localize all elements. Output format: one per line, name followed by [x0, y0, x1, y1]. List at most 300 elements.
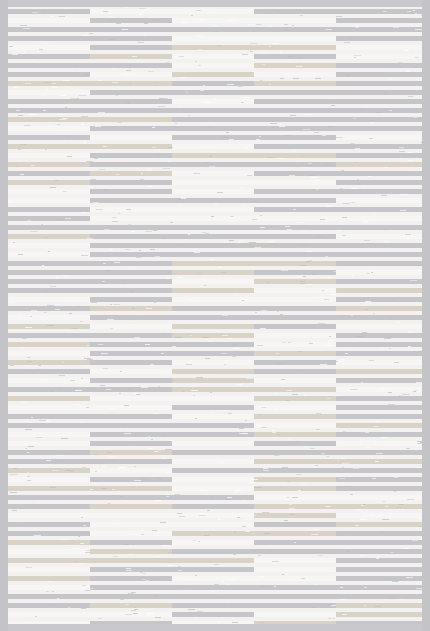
texture-fleck	[19, 313, 23, 314]
texture-fleck	[368, 176, 372, 177]
stripe-row	[8, 243, 422, 248]
stripe-segment	[90, 576, 172, 581]
stripe-row	[8, 198, 422, 203]
stripe-segment	[254, 261, 336, 266]
stripe-segment	[8, 54, 90, 59]
stripe-segment	[90, 225, 172, 230]
stripe-segment	[8, 360, 90, 365]
texture-fleck	[369, 122, 374, 123]
stripe-segment	[336, 288, 422, 293]
stripe-segment	[8, 99, 90, 104]
stripe-segment	[90, 9, 172, 14]
stripe-segment	[254, 351, 336, 356]
stripe-segment	[336, 36, 422, 41]
stripe-segment	[90, 45, 172, 50]
stripe-segment	[90, 72, 172, 77]
stripe-segment	[90, 306, 172, 311]
texture-fleck	[272, 43, 279, 44]
stripe-segment	[254, 135, 336, 140]
stripe-segment	[336, 99, 422, 104]
texture-fleck	[238, 86, 243, 87]
texture-fleck	[327, 277, 330, 278]
stripe-segment	[90, 621, 172, 624]
stripe-segment	[8, 477, 90, 482]
stripe-segment	[172, 612, 254, 617]
stripe-segment	[8, 450, 90, 455]
texture-fleck	[394, 491, 396, 492]
stripe-segment	[336, 378, 422, 383]
stripe-segment	[90, 126, 172, 131]
stripe-segment	[254, 324, 336, 329]
stripe-segment	[8, 9, 90, 14]
texture-fleck	[106, 16, 112, 17]
texture-fleck	[84, 142, 86, 143]
texture-fleck	[375, 475, 377, 476]
stripe-segment	[254, 342, 336, 347]
stripe-segment	[8, 504, 90, 509]
stripe-segment	[90, 117, 172, 122]
stripe-segment	[8, 216, 90, 221]
stripe-segment	[336, 90, 422, 95]
texture-fleck	[116, 23, 121, 24]
texture-fleck	[302, 167, 308, 168]
stripe-segment	[172, 360, 254, 365]
texture-fleck	[248, 24, 255, 25]
texture-fleck	[329, 574, 331, 575]
stripe-segment	[8, 108, 90, 113]
stripe-segment	[254, 414, 336, 419]
stripe-segment	[336, 342, 422, 347]
texture-fleck	[268, 241, 275, 242]
stripe-segment	[336, 261, 422, 266]
texture-fleck	[57, 124, 60, 125]
texture-fleck	[131, 592, 136, 593]
stripe-row	[8, 594, 422, 599]
stripe-segment	[336, 486, 422, 491]
stripe-row	[8, 378, 422, 383]
texture-fleck	[81, 608, 86, 609]
stripe-segment	[336, 108, 422, 113]
texture-fleck	[339, 599, 346, 600]
stripe-segment	[254, 612, 336, 617]
texture-fleck	[241, 205, 245, 206]
texture-fleck	[355, 509, 361, 510]
texture-fleck	[292, 25, 294, 26]
stripe-segment	[90, 459, 172, 464]
stripe-segment	[254, 63, 336, 68]
stripe-segment	[254, 621, 336, 624]
stripe-segment	[336, 162, 422, 167]
texture-fleck	[36, 437, 43, 438]
stripe-segment	[172, 36, 254, 41]
texture-fleck	[261, 52, 267, 53]
stripe-segment	[172, 243, 254, 248]
stripe-segment	[172, 225, 254, 230]
stripe-segment	[8, 459, 90, 464]
stripe-segment	[336, 540, 422, 545]
stripe-row	[8, 558, 422, 563]
texture-fleck	[210, 392, 212, 393]
texture-fleck	[304, 446, 310, 447]
stripe-segment	[90, 63, 172, 68]
stripe-segment	[172, 504, 254, 509]
stripe-segment	[90, 216, 172, 221]
stripe-segment	[8, 189, 90, 194]
stripe-segment	[336, 270, 422, 275]
stripe-segment	[8, 144, 90, 149]
texture-fleck	[235, 492, 237, 493]
texture-fleck	[134, 466, 136, 467]
stripe-row	[8, 252, 422, 257]
stripe-segment	[172, 279, 254, 284]
stripe-segment	[254, 225, 336, 230]
stripe-row	[8, 333, 422, 338]
stripe-segment	[336, 423, 422, 428]
stripe-row	[8, 27, 422, 32]
stripe-segment	[254, 540, 336, 545]
stripe-segment	[336, 9, 422, 14]
texture-fleck	[274, 455, 279, 456]
stripe-segment	[172, 495, 254, 500]
stripe-segment	[8, 36, 90, 41]
stripe-segment	[172, 450, 254, 455]
stripe-segment	[254, 288, 336, 293]
stripe-segment	[8, 342, 90, 347]
stripe-row	[8, 54, 422, 59]
stripe-segment	[336, 63, 422, 68]
texture-fleck	[42, 43, 49, 44]
stripe-row	[8, 162, 422, 167]
rug-border-right	[422, 0, 430, 631]
texture-fleck	[82, 212, 87, 213]
texture-fleck	[20, 402, 27, 403]
texture-fleck	[50, 286, 56, 287]
texture-fleck	[233, 348, 240, 349]
stripe-segment	[8, 621, 90, 624]
texture-fleck	[188, 609, 195, 610]
texture-fleck	[139, 14, 142, 15]
texture-fleck	[100, 385, 105, 386]
texture-fleck	[80, 563, 84, 564]
texture-fleck	[308, 284, 312, 285]
stripe-segment	[254, 306, 336, 311]
stripe-segment	[8, 63, 90, 68]
texture-fleck	[194, 617, 196, 618]
stripe-segment	[254, 531, 336, 536]
texture-fleck	[14, 87, 17, 88]
stripe-segment	[254, 216, 336, 221]
stripe-segment	[90, 99, 172, 104]
texture-fleck	[191, 15, 193, 16]
stripe-segment	[8, 468, 90, 473]
stripe-segment	[172, 315, 254, 320]
stripe-segment	[254, 243, 336, 248]
stripe-segment	[254, 477, 336, 482]
stripe-segment	[336, 72, 422, 77]
texture-fleck	[385, 167, 388, 168]
texture-fleck	[360, 519, 367, 520]
stripe-row	[8, 360, 422, 365]
texture-fleck	[229, 240, 234, 241]
stripe-row	[8, 18, 422, 23]
stripe-row	[8, 189, 422, 194]
stripe-segment	[172, 9, 254, 14]
texture-fleck	[162, 545, 169, 546]
stripe-row	[8, 477, 422, 482]
stripe-segment	[8, 171, 90, 176]
texture-fleck	[57, 114, 63, 115]
stripe-segment	[172, 333, 254, 338]
stripe-segment	[172, 297, 254, 302]
texture-fleck	[113, 556, 118, 557]
stripe-segment	[172, 459, 254, 464]
stripe-segment	[172, 522, 254, 527]
stripe-segment	[254, 90, 336, 95]
texture-fleck	[101, 466, 106, 467]
stripe-segment	[8, 333, 90, 338]
texture-fleck	[12, 510, 17, 511]
texture-fleck	[392, 581, 398, 582]
texture-fleck	[211, 591, 213, 592]
texture-fleck	[275, 393, 278, 394]
stripe-segment	[8, 378, 90, 383]
texture-fleck	[64, 276, 69, 277]
texture-fleck	[331, 105, 335, 106]
texture-fleck	[212, 412, 214, 413]
stripe-segment	[336, 126, 422, 131]
texture-fleck	[94, 158, 98, 159]
stripe-segment	[336, 135, 422, 140]
stripe-segment	[8, 90, 90, 95]
texture-fleck	[330, 294, 337, 295]
texture-fleck	[158, 106, 165, 107]
stripe-row	[8, 261, 422, 266]
texture-fleck	[280, 78, 284, 79]
texture-fleck	[45, 149, 47, 150]
stripe-segment	[336, 585, 422, 590]
texture-fleck	[81, 124, 84, 125]
texture-fleck	[109, 249, 113, 250]
stripe-segment	[90, 54, 172, 59]
texture-fleck	[46, 248, 48, 249]
stripe-segment	[172, 207, 254, 212]
stripe-segment	[8, 405, 90, 410]
stripe-segment	[90, 108, 172, 113]
stripe-segment	[90, 342, 172, 347]
stripe-segment	[172, 414, 254, 419]
stripe-segment	[336, 252, 422, 257]
texture-fleck	[383, 501, 385, 502]
texture-fleck	[52, 87, 58, 88]
texture-fleck	[280, 52, 282, 53]
texture-fleck	[381, 437, 388, 438]
stripe-segment	[90, 207, 172, 212]
stripe-segment	[336, 558, 422, 563]
texture-fleck	[117, 122, 122, 123]
stripe-row	[8, 540, 422, 545]
stripe-row	[8, 450, 422, 455]
texture-fleck	[300, 15, 303, 16]
texture-fleck	[148, 448, 153, 449]
stripe-segment	[254, 270, 336, 275]
texture-fleck	[210, 259, 214, 260]
texture-fleck	[143, 573, 145, 574]
texture-fleck	[367, 447, 369, 448]
texture-fleck	[155, 500, 162, 501]
stripe-segment	[172, 594, 254, 599]
texture-fleck	[85, 590, 90, 591]
texture-fleck	[283, 159, 286, 160]
stripe-segment	[172, 477, 254, 482]
texture-fleck	[226, 132, 229, 133]
texture-fleck	[400, 599, 403, 600]
texture-fleck	[140, 572, 143, 573]
texture-fleck	[381, 195, 387, 196]
texture-fleck	[134, 446, 136, 447]
texture-fleck	[384, 338, 391, 339]
texture-fleck	[284, 520, 288, 521]
stripe-segment	[172, 513, 254, 518]
texture-fleck	[250, 51, 253, 52]
texture-fleck	[333, 618, 335, 619]
stripe-segment	[172, 369, 254, 374]
stripe-segment	[90, 468, 172, 473]
stripe-segment	[8, 279, 90, 284]
stripe-segment	[90, 405, 172, 410]
texture-fleck	[222, 581, 224, 582]
texture-fleck	[387, 79, 393, 80]
stripe-segment	[90, 594, 172, 599]
stripe-segment	[90, 288, 172, 293]
stripe-segment	[336, 549, 422, 554]
stripe-segment	[90, 261, 172, 266]
stripe-segment	[90, 144, 172, 149]
stripe-segment	[8, 522, 90, 527]
texture-fleck	[352, 275, 354, 276]
stripe-segment	[8, 594, 90, 599]
stripe-segment	[8, 396, 90, 401]
stripe-segment	[172, 468, 254, 473]
texture-fleck	[395, 322, 400, 323]
texture-fleck	[421, 15, 422, 16]
stripe-row	[8, 315, 422, 320]
stripe-row	[8, 432, 422, 437]
stripe-segment	[8, 531, 90, 536]
texture-fleck	[167, 565, 173, 566]
stripe-segment	[336, 297, 422, 302]
stripe-segment	[8, 117, 90, 122]
texture-fleck	[31, 60, 34, 61]
stripe-segment	[172, 585, 254, 590]
stripe-segment	[254, 81, 336, 86]
texture-fleck	[255, 312, 257, 313]
texture-fleck	[360, 555, 366, 556]
stripe-segment	[90, 378, 172, 383]
texture-fleck	[134, 609, 138, 610]
stripe-segment	[336, 45, 422, 50]
stripe-segment	[254, 234, 336, 239]
texture-fleck	[310, 177, 317, 178]
stripe-segment	[336, 171, 422, 176]
stripe-row	[8, 234, 422, 239]
stripe-segment	[254, 396, 336, 401]
stripe-segment	[172, 423, 254, 428]
stripe-segment	[172, 270, 254, 275]
texture-fleck	[98, 618, 102, 619]
texture-fleck	[256, 14, 258, 15]
stripe-segment	[172, 144, 254, 149]
stripe-row	[8, 621, 422, 624]
texture-fleck	[46, 581, 52, 582]
texture-fleck	[407, 160, 414, 161]
stripe-segment	[336, 531, 422, 536]
texture-fleck	[218, 519, 220, 520]
texture-fleck	[21, 348, 23, 349]
stripe-row	[8, 63, 422, 68]
stripe-row	[8, 297, 422, 302]
stripe-segment	[8, 423, 90, 428]
stripe-segment	[8, 486, 90, 491]
texture-fleck	[346, 529, 348, 530]
texture-fleck	[238, 241, 242, 242]
texture-fleck	[127, 554, 134, 555]
texture-fleck	[234, 294, 237, 295]
stripe-segment	[254, 558, 336, 563]
stripe-segment	[254, 441, 336, 446]
texture-fleck	[381, 348, 386, 349]
stripe-row	[8, 342, 422, 347]
stripe-segment	[90, 153, 172, 158]
stripe-segment	[172, 198, 254, 203]
texture-fleck	[69, 313, 72, 314]
stripe-segment	[172, 108, 254, 113]
stripe-segment	[90, 369, 172, 374]
stripe-segment	[254, 117, 336, 122]
stripe-segment	[254, 360, 336, 365]
texture-fleck	[145, 231, 152, 232]
stripe-segment	[8, 18, 90, 23]
texture-fleck	[45, 421, 51, 422]
texture-fleck	[153, 230, 157, 231]
stripe-segment	[336, 522, 422, 527]
stripe-segment	[336, 225, 422, 230]
texture-fleck	[326, 456, 329, 457]
texture-fleck	[84, 366, 87, 367]
texture-fleck	[421, 142, 422, 143]
stripe-segment	[90, 27, 172, 32]
texture-fleck	[239, 187, 244, 188]
texture-fleck	[382, 519, 389, 520]
texture-fleck	[328, 618, 332, 619]
stripe-segment	[254, 495, 336, 500]
texture-fleck	[306, 114, 313, 115]
texture-fleck	[188, 115, 190, 116]
stripe-row	[8, 153, 422, 158]
stripe-segment	[90, 36, 172, 41]
texture-fleck	[155, 617, 161, 618]
texture-fleck	[418, 518, 422, 519]
stripe-segment	[90, 270, 172, 275]
stripe-segment	[8, 324, 90, 329]
stripe-segment	[336, 207, 422, 212]
stripe-row	[8, 270, 422, 275]
stripe-segment	[90, 243, 172, 248]
stripe-segment	[8, 351, 90, 356]
stripe-segment	[90, 18, 172, 23]
texture-fleck	[218, 267, 222, 268]
texture-fleck	[138, 42, 144, 43]
stripe-segment	[336, 315, 422, 320]
